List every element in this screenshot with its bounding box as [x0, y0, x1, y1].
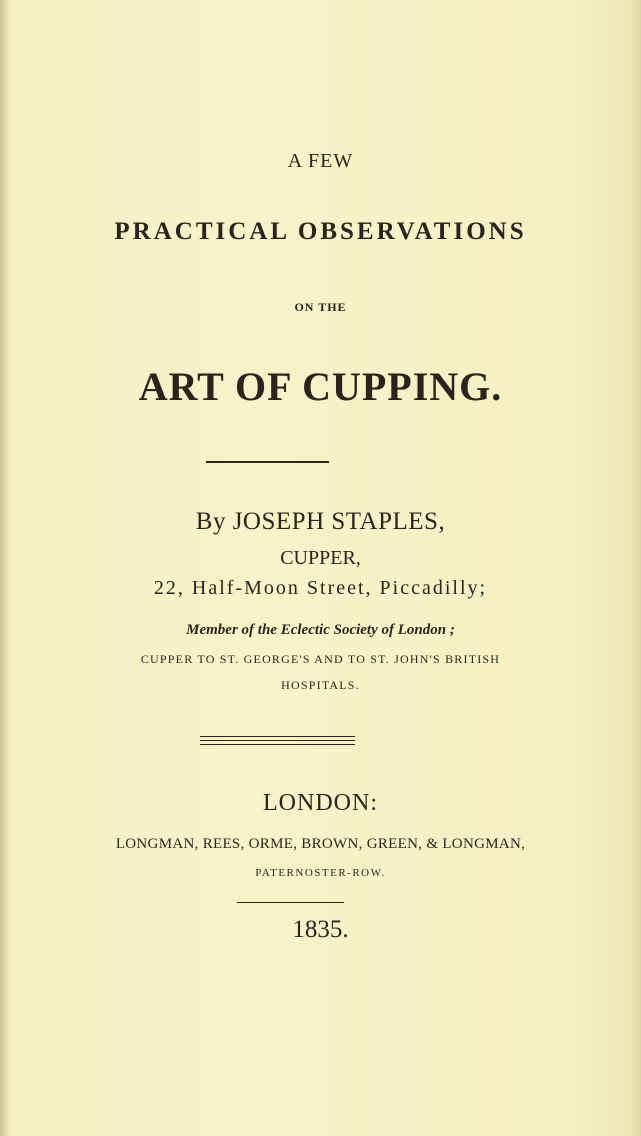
title-main-line: PRACTICAL OBSERVATIONS — [114, 218, 527, 245]
imprint-city: LONDON: — [263, 790, 378, 816]
title-prefix: A FEW — [287, 150, 354, 172]
author-membership: Member of the Eclectic Society of London ; — [186, 622, 455, 638]
title-connector: ON THE — [294, 300, 347, 314]
imprint-street: PATERNOSTER-ROW. — [255, 867, 386, 879]
author-line: By JOSEPH STAPLES, — [195, 508, 446, 535]
imprint-year: 1835. — [292, 916, 349, 943]
author-address: 22, Half-Moon Street, Piccadilly; — [153, 577, 488, 599]
triple-rule-top — [200, 736, 355, 737]
author-hospitals-line-1: CUPPER TO ST. GEORGE'S AND TO ST. JOHN'S BRITISH — [140, 652, 501, 666]
title-subject: ART OF CUPPING. — [138, 364, 503, 409]
triple-rule-bottom — [200, 744, 355, 745]
author-hospitals-line-2: HOSPITALS. — [281, 678, 360, 692]
year-rule — [237, 902, 344, 903]
imprint-publishers: LONGMAN, REES, ORME, BROWN, GREEN, & LONGMAN, — [115, 836, 526, 852]
divider-rule — [206, 461, 329, 463]
author-occupation: CUPPER, — [280, 547, 361, 569]
triple-rule-middle — [200, 740, 355, 741]
